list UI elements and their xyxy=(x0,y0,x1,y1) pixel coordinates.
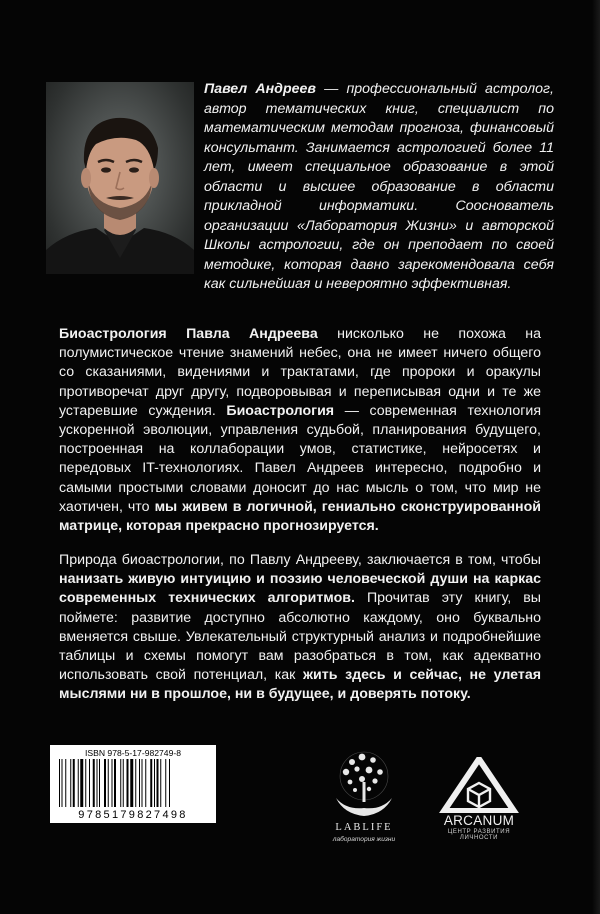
tree-hands-icon xyxy=(322,748,406,822)
lablife-subtitle: лаборатория жизни xyxy=(332,836,396,843)
arcanum-logo xyxy=(428,757,530,853)
barcode-bars xyxy=(58,759,208,807)
author-name: Павел Андреев xyxy=(204,81,316,97)
isbn-number: ISBN 978-5-17-982749-8 xyxy=(84,748,182,758)
lablife-logo xyxy=(322,748,406,852)
p2-text-2: Прочитав эту книгу, вы поймете: развитие доступно абсолютно каждому, оно буквально вменяется свыше. Увлекательный структурный анализ и подробнейшие таблицы и схемы помогут вам разобраться в том, как адекватно использовать свой потенциал, как xyxy=(59,590,541,684)
p1-lead-bold: Биоастрология Павла Андреева xyxy=(59,326,318,342)
triangle-cube-icon xyxy=(428,757,530,813)
arcanum-subtitle: ЦЕНТР РАЗВИТИЯ ЛИЧНОСТИ xyxy=(447,829,511,841)
description-paragraph-2 xyxy=(59,551,541,705)
spine-edge xyxy=(592,0,600,914)
ean-digits: 9785179827498 xyxy=(78,809,188,821)
p1-text-2: — современная технология ускоренной эволюции, управления судьбой, планирования будущего, построенная на коллаборации умов, статистике, нейросетях и передовых IT-технологиях. Павел Андреев интересно, подробно и самыми простыми словами доносит до нас мысль о том, что мир не хаотичен, что xyxy=(59,402,541,515)
p1-bold-2: Биоастрология xyxy=(226,402,335,419)
author-portrait xyxy=(46,82,194,274)
p1-bold-3: мы живем в логичной, гениально сконструированной матрице, которая прекрасно прогнозируется. xyxy=(59,498,541,535)
p2-bold-2: жить здесь и сейчас, не улетая мыслями ни в прошлое, ни в будущее, и доверять потоку. xyxy=(59,667,541,703)
p2-text-1: Природа биоастрологии, по Павлу Андрееву, заключается в том, чтобы xyxy=(59,552,541,568)
p2-bold-1: нанизать живую интуицию и поэзию человеческой души на каркас современных технических алгоритмов. xyxy=(59,571,541,607)
author-bio-text: — профессиональный астролог, автор тематических книг, специалист по математическим методам прогноза, финансовый консультант. Занимается астрологией более 11 лет, имеет специальное образование в этой области и высшее образование в области прикладной информатики. Сооснователь организации «Лаборатория Жизни» и авторской Школы астрологии, где он преподает по своей методике, которая давно зарекомендовала себя как сильнейшая и невероятно эффективная. xyxy=(204,81,554,292)
lablife-name: LABLIFE xyxy=(335,822,393,833)
arcanum-name: ARCANUM xyxy=(443,813,515,828)
p1-text-1: нисколько не похожа на полумистическое чтение знамений небес, она не имеет ничего общего со сказаниями, видениями и трактатами, где пророки и оракулы противоречат друг другу, подворовывая и переписывая одни и те же устаревшие суждения. xyxy=(59,326,542,419)
description-paragraph-1 xyxy=(59,325,541,536)
isbn-barcode xyxy=(50,745,216,823)
author-bio xyxy=(204,80,554,295)
